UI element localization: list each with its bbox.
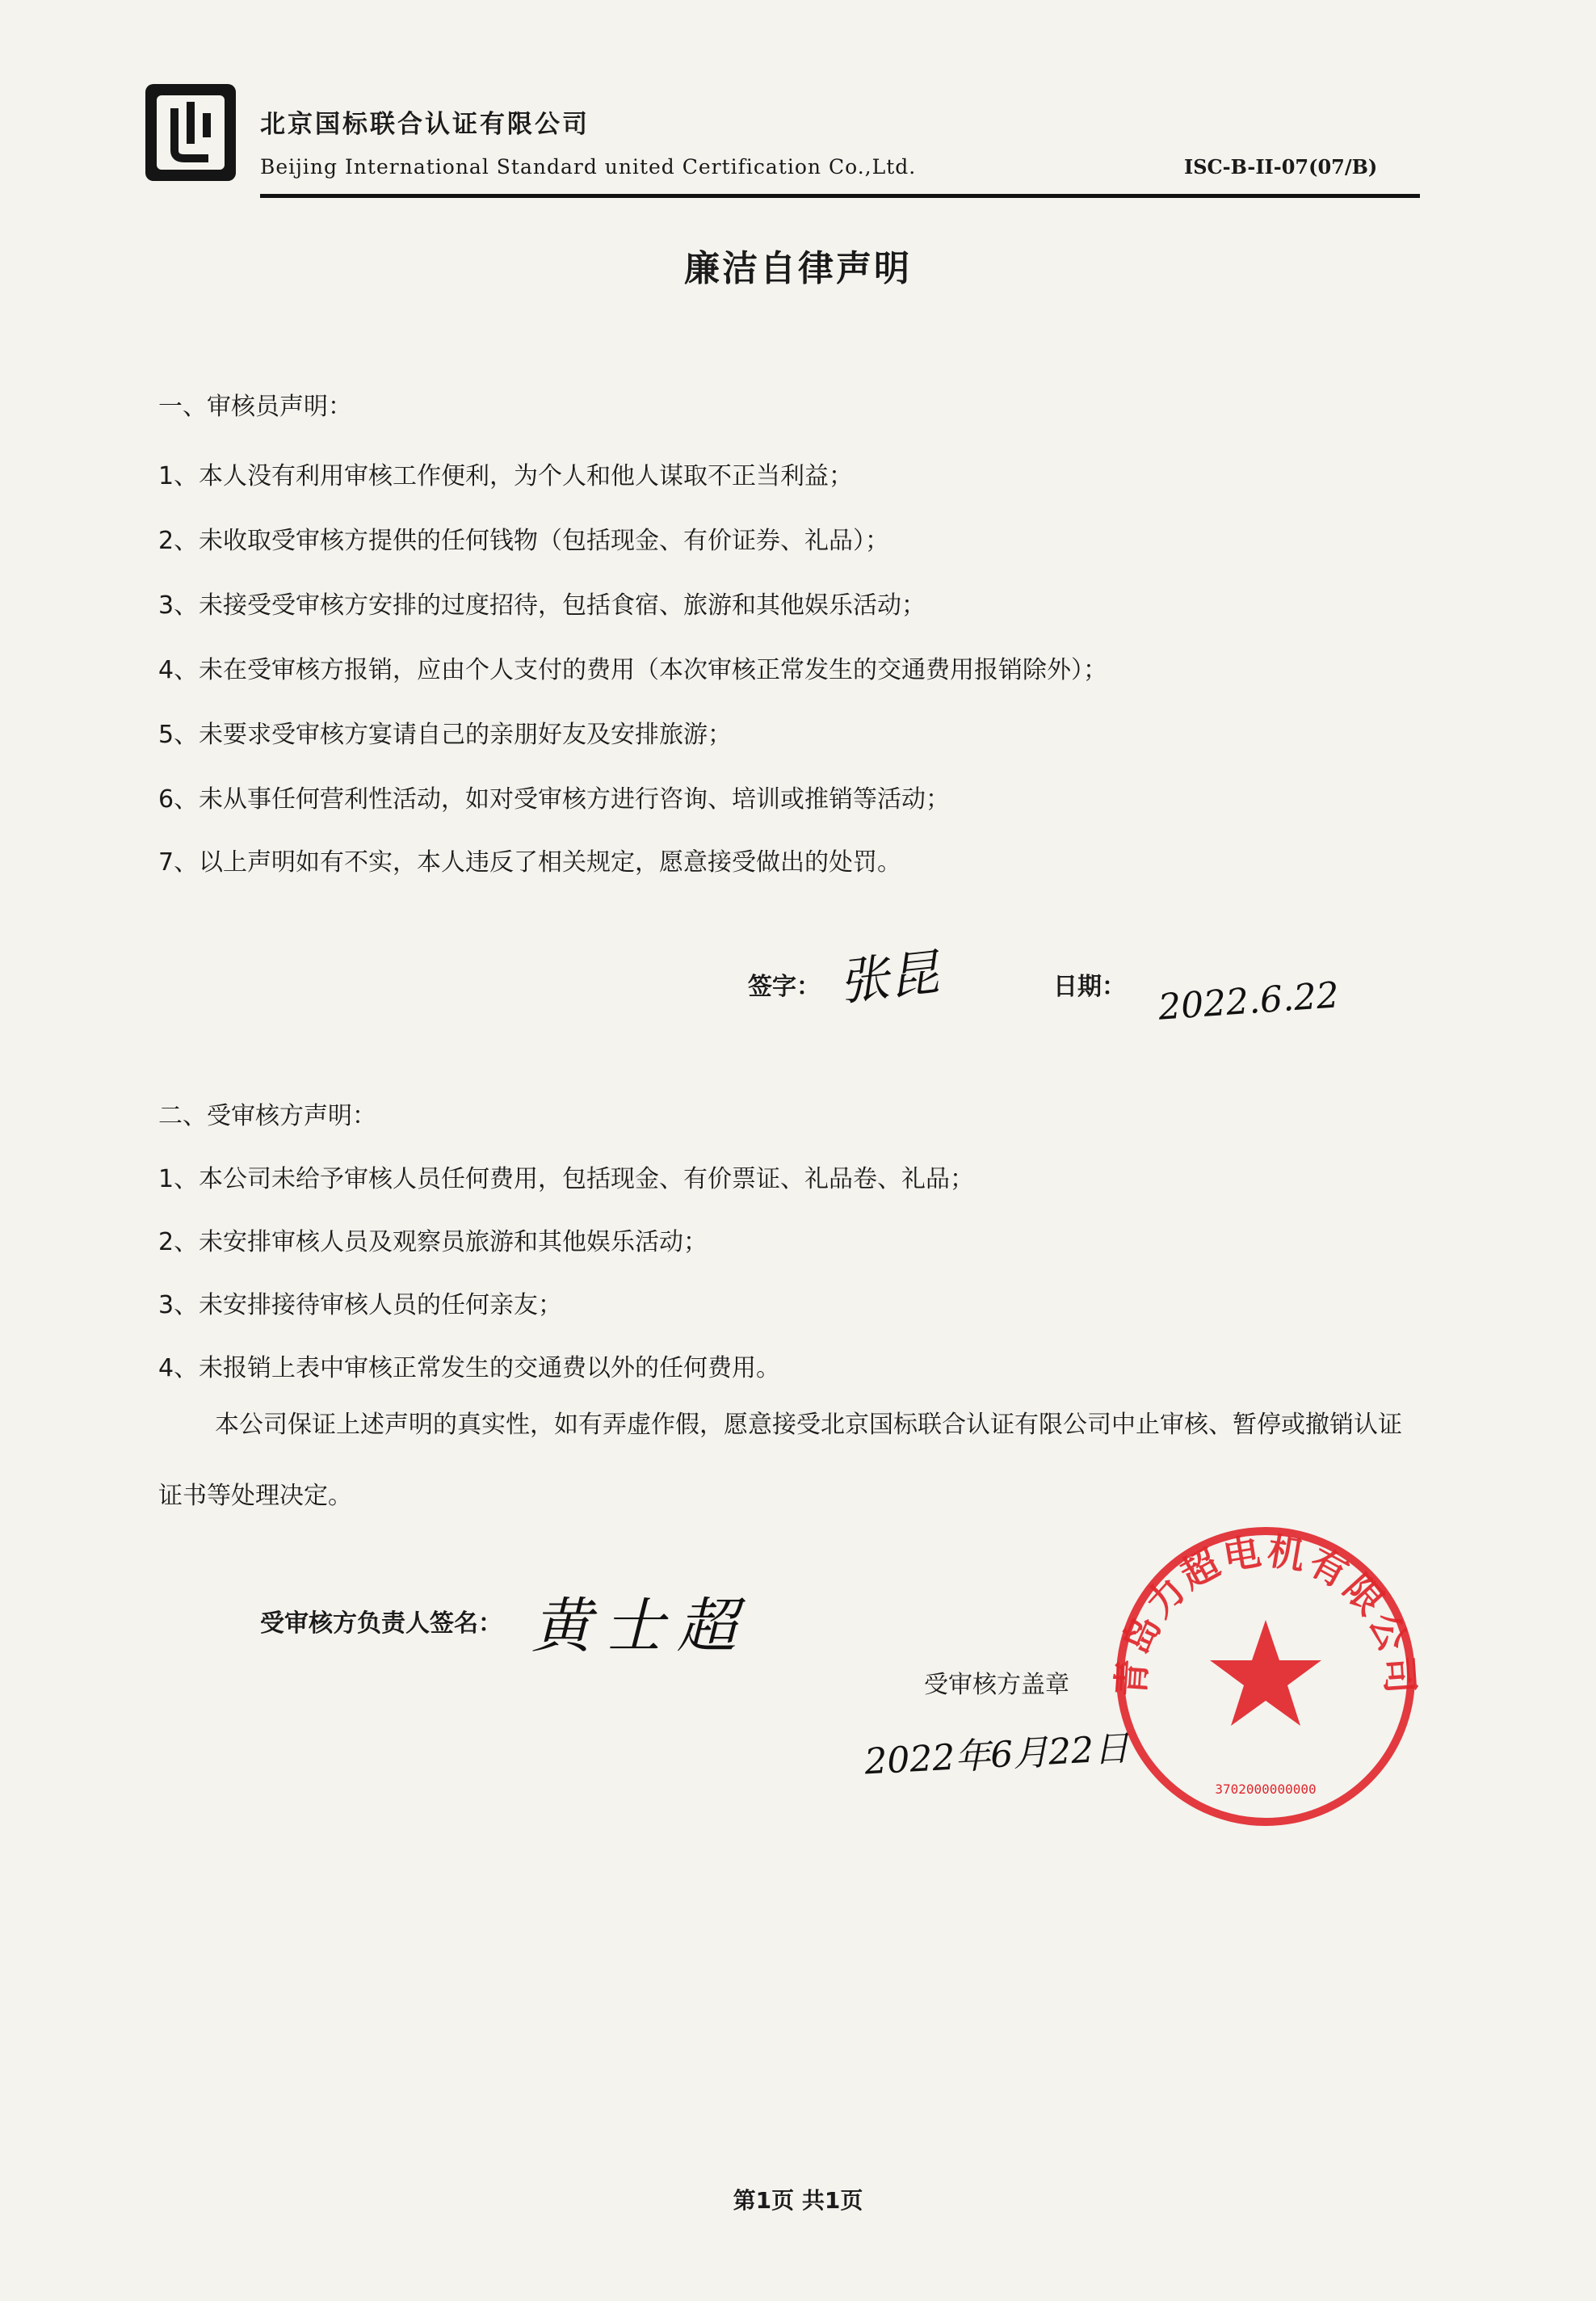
auditor-item: 4、未在受审核方报销，应由个人支付的费用（本次审核正常发生的交通费用报销除外）； [158,656,1107,684]
company-logo-icon [142,81,239,184]
document-title: 廉洁自律声明 [684,248,912,289]
svg-text:青岛力超电机有限公司: 青岛力超电机有限公司 [1108,1529,1423,1699]
seal-date: 2022年6月22日 [863,1727,1131,1783]
auditor-item: 6、未从事任何营利性活动，如对受审核方进行咨询、培训或推销等活动； [158,785,950,814]
header-divider [260,194,1420,198]
company-name-cn: 北京国标联合认证有限公司 [260,110,590,139]
auditee-section-heading: 二、受审核方声明： [158,1102,376,1130]
responsible-signature-label: 受审核方负责人签名： [260,1609,502,1638]
auditor-signature-label: 签字： [748,973,821,1001]
auditor-item: 5、未要求受审核方宴请自己的亲朋好友及安排旅游； [158,721,732,749]
svg-text:3702000000000: 3702000000000 [1215,1781,1317,1797]
auditor-section-heading: 一、审核员声明： [158,393,352,421]
page-footer: 第1页 共1页 [733,2187,863,2214]
responsible-signature: 黄士超 [531,1592,750,1661]
seal-label: 受审核方盖章 [924,1671,1069,1699]
company-name-en: Beijing International Standard united Certification Co.,Ltd. [260,155,917,179]
auditor-item: 2、未收取受审核方提供的任何钱物（包括现金、有价证券、礼品）； [158,527,889,555]
auditor-date: 2022.6.22 [1157,974,1341,1029]
document-code: ISC-B-II-07(07/B) [1184,155,1378,179]
company-seal [1108,1519,1423,1834]
closing-statement: 本公司保证上述声明的真实性，如有弄虚作假，愿意接受北京国标联合认证有限公司中止审核、暂停或撤销认证证书等处理决定。 [158,1411,1402,1510]
auditee-item: 3、未安排接待审核人员的任何亲友； [158,1291,562,1319]
auditee-item: 4、未报销上表中审核正常发生的交通费以外的任何费用。 [158,1354,780,1382]
auditor-item: 3、未接受受审核方安排的过度招待，包括食宿、旅游和其他娱乐活动； [158,591,926,620]
auditee-item: 1、本公司未给予审核人员任何费用，包括现金、有价票证、礼品卷、礼品； [158,1165,974,1193]
auditor-item: 7、以上声明如有不实，本人违反了相关规定，愿意接受做出的处罚。 [158,848,901,877]
auditee-item: 2、未安排审核人员及观察员旅游和其他娱乐活动； [158,1228,708,1256]
auditor-signature: 张昆 [836,942,943,1012]
auditor-item: 1、本人没有利用审核工作便利，为个人和他人谋取不正当利益； [158,462,853,490]
auditor-date-label: 日期： [1053,973,1126,1001]
